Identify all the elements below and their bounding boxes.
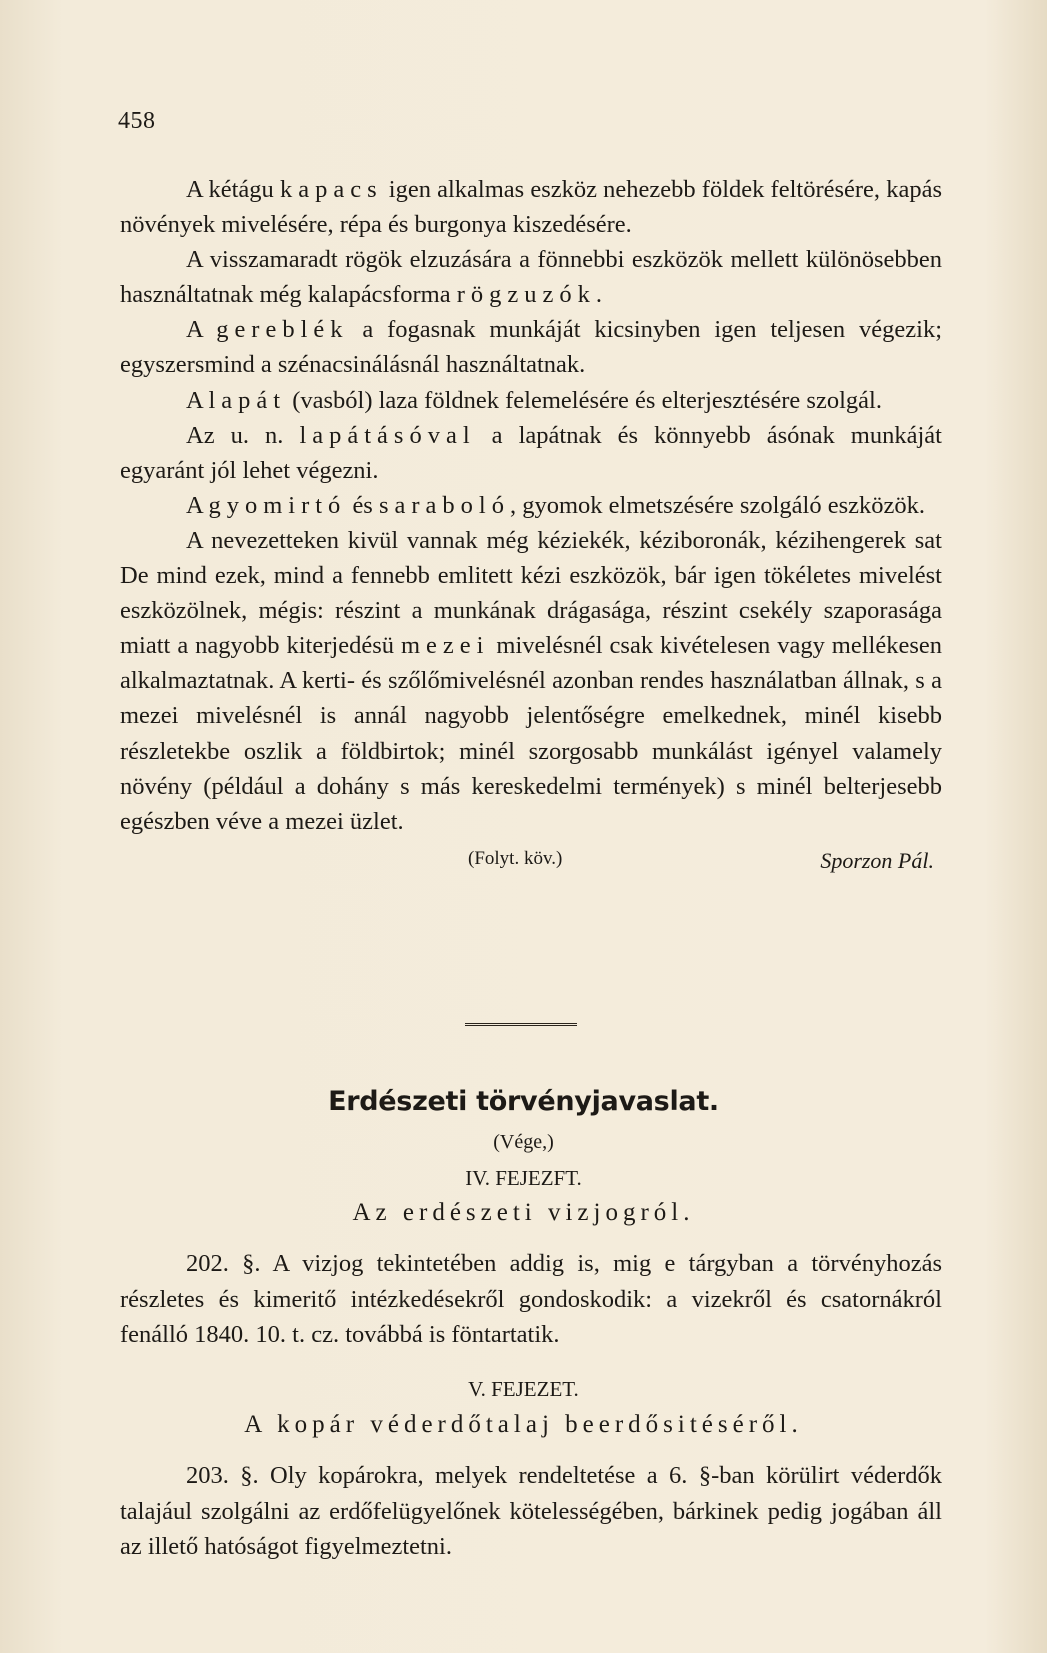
article-title: Erdészeti törvényjavaslat. [328,1086,719,1117]
paragraph [120,418,942,488]
text-run: mivelésnél csak kivételesen vagy mellékesen alkalmaztatnak. A kerti- és szőlőmivelésnél azonban rendes használatban állnak, s a mezei mivelésnél is annál nagyobb jelentőségre emelkednek, minél kisebb részletekbe oszlik a földbirtok; minél szorgosabb munkálást igényel valamely növény (például a dohány s más kereskedelmi termények) s minél belterjesebb egészben véve a mezei üzlet. [120,632,943,835]
paragraph [120,172,942,242]
continued-note: (Folyt. köv.) [468,847,563,869]
text-run: igen alkalmas eszköz nehezebb földek feltörésére, kapás növények mivelésére, répa és burgonya kiszedésére. [120,176,942,239]
signature-row [120,839,942,883]
paragraph: 202. §. A vizjog tekintetében addig is, mig e tárgyban a törvényhozás részletes és kimeritő intézkedésekről gondoskodik: a vizekről és csatornákról fenálló 1840. 10. t. cz. továbbá is föntartatik. [120,1250,942,1349]
page-number: 458 [118,108,156,134]
paragraph [120,242,942,312]
text-run: és [346,491,379,519]
author-signature: Sporzon Pál. [820,847,934,873]
text-run: (vasból) laza földnek felemelésére és elterjesztésére szolgál. [286,386,882,414]
spaced-term: gereblék [216,316,349,344]
text-run: A visszamaradt rögök elzuzására a fönnebbi eszközök mellett különösebben használtatnak még kalapácsforma [120,246,942,309]
text-run: . [595,281,603,309]
chapter-subheading-iv: Az erdészeti vizjogról. [352,1199,695,1226]
chapter-heading-iv: IV. FEJEZFT. [465,1166,582,1190]
text-run: A nevezetteken kivül vannak még kéziekék, kéziboronák, kézihengerek sat De mind ezek, mind a fennebb emlitett kézi eszközök, bár igen tökéletes mivelést eszközölnek, mégis: részint a munkának drágasága, részint csekély szaporasága miatt a nagyobb kiterjedésü [120,526,942,660]
spaced-term: lapát [208,386,287,414]
text-run: , gyomok elmetszésére szolgáló eszközök. [509,491,925,519]
paragraph [120,523,942,839]
spaced-term: saraboló [378,491,510,519]
spaced-term: rögzuzók [456,281,596,309]
body-text [120,172,942,883]
paragraph: 203. §. Oly kopárokra, melyek rendeltetése a 6. §-ban körülirt véderdők talajául szolgálni az erdőfelügyelőnek kötelességében, bárkinek pedig jogában áll az illető hatóságot figyelmeztetni. [120,1462,942,1561]
text-run: a fogasnak munkáját kicsinyben igen teljesen végezik; egyszersmind a szénacsinálásnál használtatnak. [120,316,942,379]
chapter-v-text [120,1458,942,1565]
text-run: A [186,491,209,519]
text-run: A [186,316,217,344]
paragraph [120,488,942,523]
spaced-term: mezei [400,632,490,660]
chapter-subheading-v: A kopár véderdőtalaj beerdősitéséről. [244,1411,803,1438]
chapter-iv-text [120,1246,942,1353]
text-run: Az u. n. [186,421,300,449]
text-run: A kétágu [186,176,280,203]
spaced-term: gyomirtó [208,491,347,519]
spaced-term: lapátásóval [299,421,476,449]
text-run: a lapátnak és könnyebb ásónak munkáját egyaránt jól lehet végezni. [120,421,942,484]
paragraph [120,383,942,418]
paragraph [120,312,942,382]
chapter-heading-v: V. FEJEZET. [468,1377,579,1401]
text-run: A [186,386,209,414]
article-subtitle: (Vége,) [493,1131,554,1153]
section-divider [465,1023,577,1026]
spaced-term: kapacs [279,176,383,203]
